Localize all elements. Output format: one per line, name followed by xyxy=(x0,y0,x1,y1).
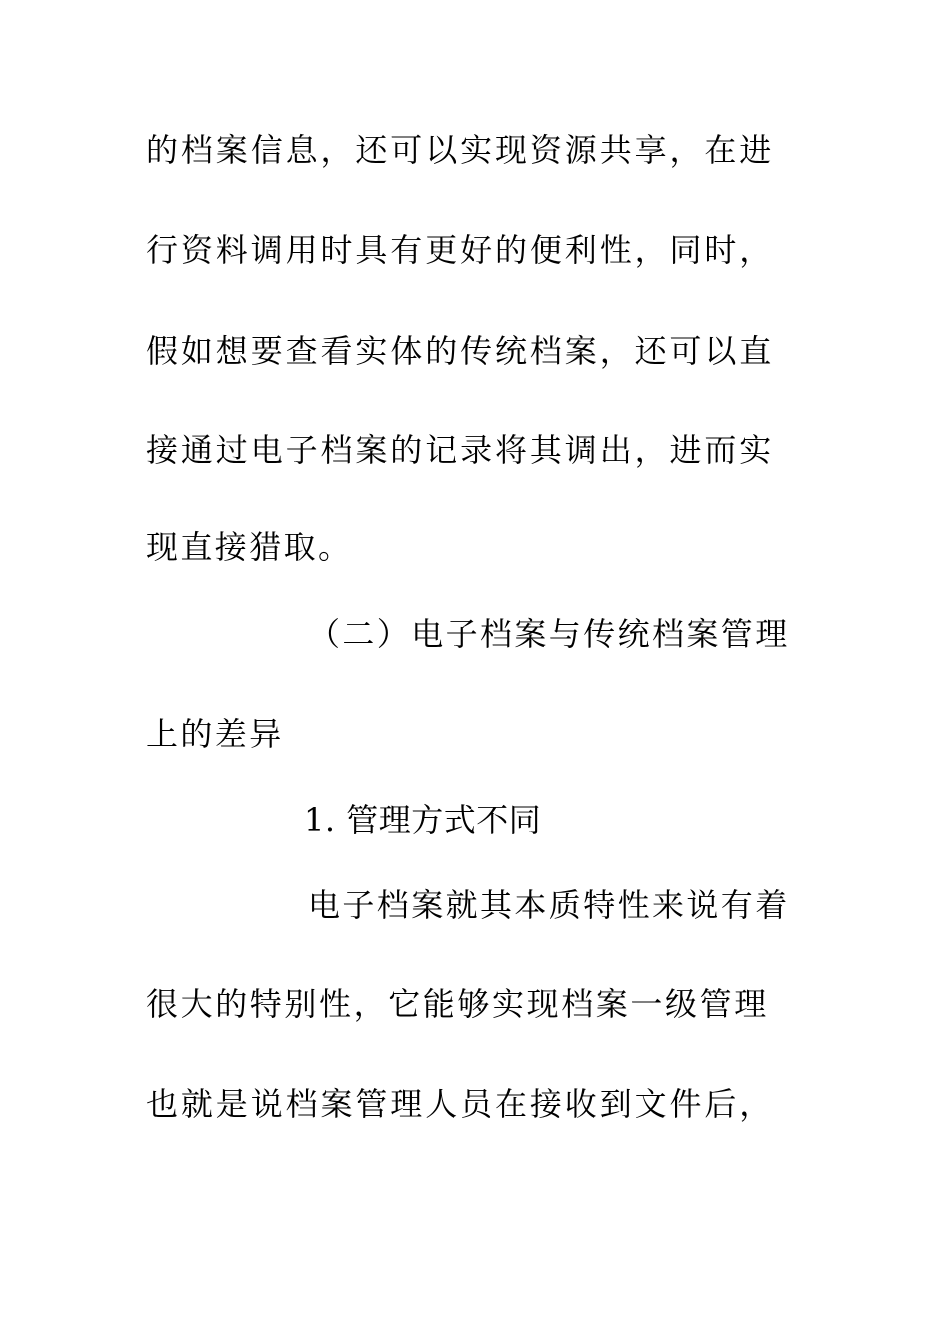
subsection-heading: 1. 管理方式不同 xyxy=(304,801,542,839)
section-heading-continuation: 上的差异 xyxy=(146,715,284,753)
paragraph-line: 电子档案就其本质特性来说有着 xyxy=(308,886,790,924)
paragraph-line: 假如想要查看实体的传统档案，还可以直 xyxy=(146,332,775,370)
paragraph-line: 很大的特别性，它能够实现档案一级管理 xyxy=(146,985,769,1023)
paragraph-line: 接通过电子档案的记录将其调出，进而实 xyxy=(146,431,775,469)
paragraph-line: 也就是说档案管理人员在接收到文件后， xyxy=(146,1085,775,1123)
section-heading: （二）电子档案与传统档案管理 xyxy=(308,615,790,653)
paragraph-line: 行资料调用时具有更好的便利性，同时， xyxy=(146,231,775,269)
paragraph-line: 的档案信息，还可以实现资源共享，在进 xyxy=(146,131,775,169)
paragraph-line: 现直接猎取。 xyxy=(146,528,353,566)
